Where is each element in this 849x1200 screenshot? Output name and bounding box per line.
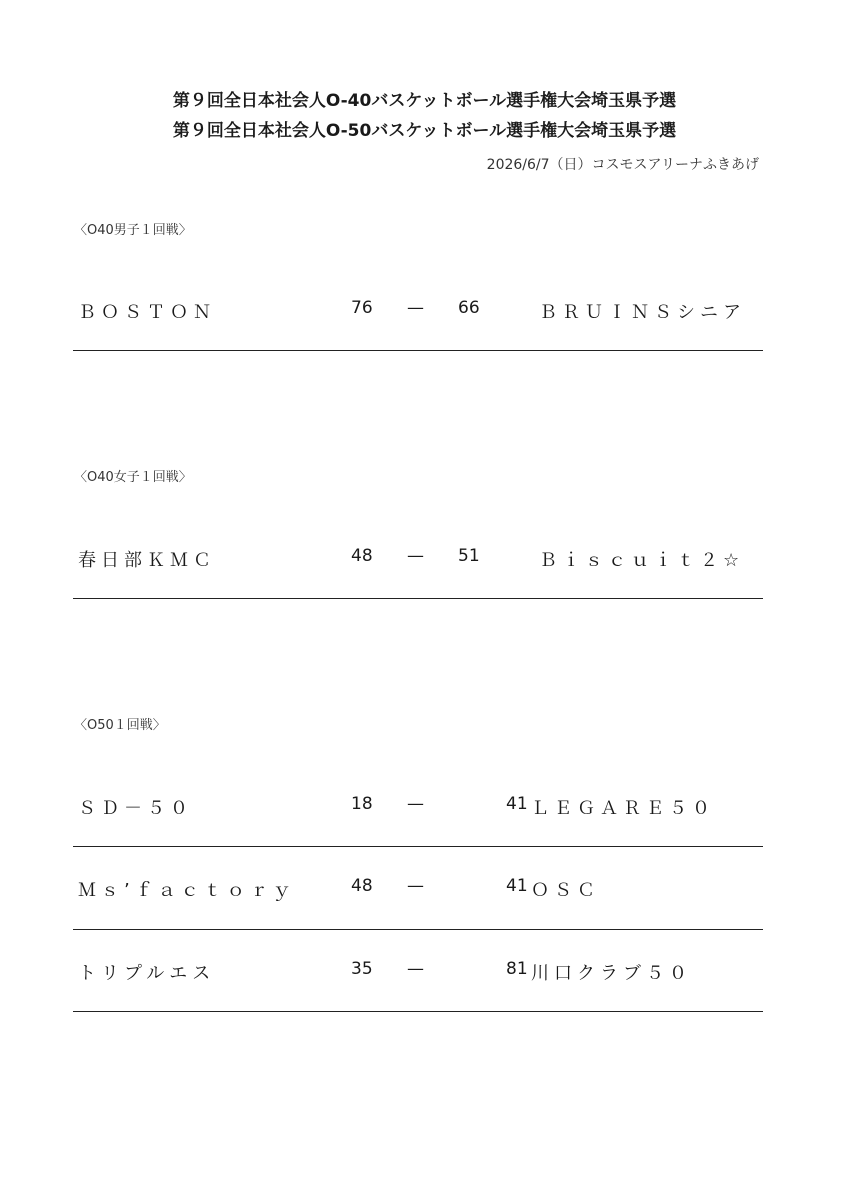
team-b: ＯＳＣ: [531, 880, 600, 901]
score-b: 66: [458, 298, 480, 318]
match-row: [73, 298, 763, 338]
score-a: 76: [351, 298, 373, 318]
divider-line: [73, 929, 763, 930]
title-o40: 第９回全日本社会人O-40バスケットボール選手権大会埼玉県予選: [172, 91, 677, 111]
score-a: 35: [351, 959, 373, 979]
match-row: [73, 876, 763, 916]
section-label-o50: 〈O50１回戦〉: [74, 718, 166, 733]
divider-line: [73, 598, 763, 599]
team-b: ＢＲＵＩＮＳシニア: [539, 302, 746, 323]
divider-line: [73, 1011, 763, 1012]
team-a: 春日部ＫＭＣ: [78, 550, 216, 571]
match-row: [73, 546, 763, 586]
section-label-o40-women: 〈O40女子１回戦〉: [74, 470, 192, 485]
team-b: ＬＥＧＡＲＥ５０: [531, 798, 715, 819]
score-b: 41: [506, 794, 528, 814]
team-a: ＳＤ－５０: [78, 798, 193, 819]
team-b: 川口クラブ５０: [531, 963, 692, 984]
team-a: ＢＯＳＴＯＮ: [78, 302, 216, 323]
match-row: [73, 959, 763, 999]
score-a: 48: [351, 546, 373, 566]
score-separator: —: [407, 298, 424, 318]
date-venue: 2026/6/7（日）コスモスアリーナふきあげ: [486, 157, 759, 173]
divider-line: [73, 846, 763, 847]
team-a: トリプルエス: [78, 963, 216, 984]
score-separator: —: [407, 794, 424, 814]
score-b: 81: [506, 959, 528, 979]
score-separator: —: [407, 876, 424, 896]
section-label-o40-men: 〈O40男子１回戦〉: [74, 223, 192, 238]
title-o50: 第９回全日本社会人O-50バスケットボール選手権大会埼玉県予選: [172, 121, 677, 141]
divider-line: [73, 350, 763, 351]
team-a: Ｍｓ’ｆａｃｔｏｒｙ: [78, 880, 296, 901]
score-b: 51: [458, 546, 480, 566]
score-separator: —: [407, 959, 424, 979]
match-row: [73, 794, 763, 834]
score-a: 48: [351, 876, 373, 896]
score-b: 41: [506, 876, 528, 896]
score-a: 18: [351, 794, 373, 814]
team-b: Ｂｉｓｃｕｉｔ２☆: [539, 550, 745, 571]
score-separator: —: [407, 546, 424, 566]
